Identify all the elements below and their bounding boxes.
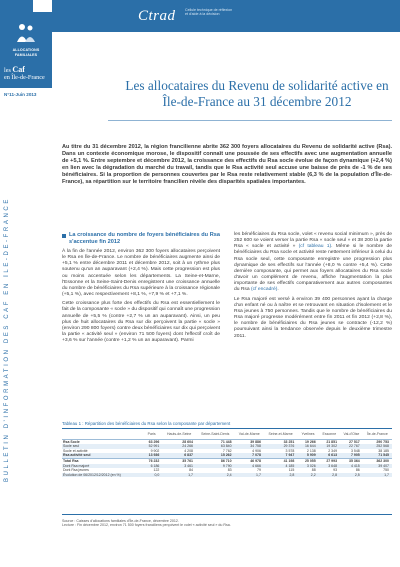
table-cell: 2,5	[340, 473, 363, 478]
table-cell: 39 886	[235, 439, 264, 444]
table-cell: 290 753	[363, 439, 392, 444]
table-bottom-rule	[62, 514, 392, 515]
family-icon	[15, 22, 37, 44]
table-cell: 7 905	[340, 453, 363, 458]
table-top-rule	[62, 428, 392, 429]
table-header-cell: Val-d'Oise	[343, 432, 360, 436]
table-cell: 5 909	[297, 453, 318, 458]
title-line-2: Île-de-France au 31 décembre 2012	[162, 93, 352, 109]
table-cell: 21 851	[319, 439, 340, 444]
title-divider	[108, 120, 392, 121]
caf-word: Caf	[12, 65, 25, 74]
table-cell: 4 906	[252, 448, 261, 453]
table-cell: 52 991	[141, 444, 162, 449]
table-cell: 33 251	[264, 439, 297, 444]
table-header-cell: Seine-et-Marne	[268, 432, 293, 436]
table-cell: 115	[288, 468, 295, 473]
right-paragraph-1	[234, 232, 392, 294]
table-cell: 83	[227, 468, 232, 473]
row-label: Évolution de 06/2012/12/2012 (en %)	[62, 473, 141, 478]
table-cell: 71 448	[196, 439, 235, 444]
caf-region: en Île-de-France	[4, 74, 45, 81]
right-column	[234, 232, 392, 340]
table-cell: 3 578	[285, 448, 295, 453]
table-cell: 71 545	[363, 453, 392, 458]
table-cell: 362 300	[363, 458, 392, 463]
table-cell: 35 364	[340, 458, 363, 463]
right-p1-text-b: . Même si le nombre de bénéficiaires du Rsa socle et activité reste nettement inférieur à celui du Rsa socle seul, cette composante enregistre une progression plus dynamique de ses effectifs sur l'année (+8,0 % contre +5,4 %). Cette dernière composante, qui permet aux foyers allocataires du Rsa socle d'avoir un complément de revenu, affiche l'augmentation la plus importante de ses effectifs comparativement aux autres composantes du Rsa	[234, 244, 392, 293]
table-cell: 1,7	[235, 473, 264, 478]
table-cell: 4 415	[340, 464, 363, 469]
table-header-cell: Val-de-Marne	[238, 432, 260, 436]
table-cell: 88	[311, 468, 316, 473]
caf-wordmark	[4, 66, 50, 81]
table-header-cell: Paris	[147, 432, 156, 436]
table-cell: 7 947	[264, 453, 297, 458]
table-cell: 38 185	[378, 448, 389, 453]
table-cell: 93	[333, 468, 338, 473]
right-p1-text-c: .	[277, 287, 279, 293]
rsa-table	[62, 432, 392, 477]
table-cell: 2,2	[297, 473, 318, 478]
table-cell: 4 208	[184, 448, 193, 453]
table-cell: 9 790	[196, 464, 235, 469]
table-cell: 2,4	[196, 473, 235, 478]
right-paragraph-2: Le Rsa majoré est versé à environ 39 400 personnes ayant la charge d'un enfant né ou à naître et se retrouvant en situation d'isolement et le Rsa jeunes à 750 personnes. Tandis que le nombre de bénéficiaires du Rsa majoré progresse modérément entre fin 2011 et fin 2012 (+2,8 %), le nombre de bénéficiaires du Rsa jeunes se contracte (-12,2 %) poursuivant ainsi la tendance observée depuis le deuxième trimestre 2011.	[234, 296, 392, 339]
table-cell: 86 710	[196, 458, 235, 463]
table-header-cell: Seine-Saint-Denis	[201, 432, 230, 436]
table-cell: 16 644	[297, 444, 318, 449]
table-cell: 39 407	[363, 464, 392, 469]
table-cell: 6 186	[141, 464, 162, 469]
table-cell: 4 185	[264, 464, 297, 469]
table-cell: 1,7	[162, 473, 196, 478]
table-cell: 63 296	[141, 439, 162, 444]
header-band	[52, 0, 400, 32]
table-cell: 9 902	[150, 448, 160, 453]
lead-paragraph: Au titre du 31 décembre 2012, la région francilienne abrite 362 300 foyers allocataires du Revenu de solidarité active (Rsa). Dans un contexte économique morose, le dispositif connaît une poussée de ses effectifs avec une augmentation annuelle de +5,1 %. Entre septembre et décembre 2012, la croissance des effectifs du Rsa socle évolue de façon dynamique (+2,4 %) en lien avec la dégradation du marché du travail, tandis que le Rsa activité seul accuse une baisse de près de -1 % de ses bénéficiaires. Si la proportion de personnes couvertes par le Rsa reste relativement stable (6,3 % de la population d'Île-de-France), sa répartition sur le territoire francilien révèle des disparités spatiales importantes.	[62, 144, 392, 186]
caf-prefix: les	[4, 67, 11, 74]
left-column	[62, 232, 220, 344]
logo-text-line-2: FAMILIALES	[14, 53, 38, 57]
table-header-cell: Hauts-de-Seine	[167, 432, 192, 436]
issue-number: N°11-Juin 2013	[4, 92, 37, 97]
table-header-row	[62, 432, 392, 439]
table-title: Tableau 1 : Répartition des bénéficiaires du Rsa selon la composante par département	[62, 421, 231, 426]
table-cell: 2,8	[319, 473, 340, 478]
table-reference-link[interactable]: (cf tableau 1)	[295, 244, 332, 250]
table-cell: 19 302	[319, 444, 340, 449]
row-label: Socle seul	[62, 444, 141, 449]
table-cell: 6 613	[319, 453, 340, 458]
logo-text-line-1: ALLOCATIONS	[12, 48, 40, 52]
reading-note: Lecture : Fin décembre 2012, environ 71 500 foyers franciliens perçoivent le volet « activité seul » du Rsa.	[62, 523, 231, 528]
table-cell: 6 837	[162, 453, 196, 458]
sidebar-top-band	[0, 0, 33, 12]
table-cell: 76 232	[141, 458, 162, 463]
table-cell: 28 604	[162, 439, 196, 444]
table-cell: 46 978	[235, 458, 264, 463]
table-cell: 122	[153, 468, 160, 473]
table-cell: 34 758	[235, 444, 264, 449]
table-cell: 750	[383, 468, 389, 473]
section-heading	[62, 232, 220, 246]
table-cell: 22 767	[340, 444, 363, 449]
table-cell: 29 376	[264, 444, 297, 449]
table-cell: 3 026	[297, 464, 318, 469]
title-line-1: Les allocataires du Revenu de solidarité active en	[125, 78, 389, 93]
table-cell: 2,8	[264, 473, 297, 478]
table-cell: 7 078	[235, 453, 264, 458]
page-title	[124, 78, 390, 109]
table-cell: 15 262	[196, 453, 235, 458]
bulletin-vertical-title: BULLETIN D'INFORMATION DES CAF EN ÎLE-DE-FRANCE	[4, 197, 10, 483]
table-cell: 4 666	[235, 464, 264, 469]
table-cell: 7 762	[222, 448, 232, 453]
ctrad-tagline	[185, 8, 255, 17]
tagline-line-1: Cellule technique de réflexion	[185, 8, 233, 12]
table-cell: 35 761	[162, 458, 196, 463]
table-cell: 24 266	[162, 444, 196, 449]
row-label: Socle et activité	[63, 448, 88, 453]
left-paragraph-1: À la fin de l'année 2012, environ 362 300 foyers allocataires perçoivent le Rsa en Île-de-France. Le nombre de bénéficiaires augmente ainsi de +5,1 % entre décembre 2011 et décembre 2012, soit à un rythme plus soutenu qu'un an auparavant (+2,4 %). Mais cette progression est plus ou moins accentuée selon les départements. La Seine-et-Marne, l'Essonne et la Seine-Saint-Denis enregistrent une croissance annuelle du nombre de bénéficiaires du Rsa supérieure à la croissance régionale (+5,1 %), avec respectivement +8,1 %, +7,9 % et +7,1 %.	[62, 249, 220, 298]
row-label: Dont Rsa majoré	[62, 464, 141, 469]
table-cell: 3 648	[319, 464, 340, 469]
source-line: Source : Caisses d'allocations familiales d'Île-de-France, décembre 2012.	[62, 519, 179, 523]
table-cell: 1,7	[363, 473, 392, 478]
left-paragraph-2: Cette croissance plus forte des effectifs du Rsa est essentiellement le fait de la composante « socle » du dispositif qui connaît une progression annuelle de +5,5 % (contre +2,7 % un an auparavant). Ainsi, un peu plus de huit allocataires du Rsa sur dix perçoivent la partie « socle » (environ 290 800 foyers) contre deux bénéficiaires sur dix qui perçoivent la partie « activité seul » (environ 71 500 foyers) dont l'effectif croît de +3,6 % sur l'année (contre +1,2 % un an auparavant). Parmi	[62, 301, 220, 344]
table-cell: 3 461	[162, 464, 196, 469]
table-cell: 19 266	[297, 439, 318, 444]
table-cell: 2 138	[306, 448, 316, 453]
table-cell: 13 936	[141, 453, 162, 458]
table-cell: 86	[355, 468, 360, 473]
table-body	[62, 439, 392, 477]
table-cell: 252 568	[363, 444, 392, 449]
row-label: Rsa Socle	[62, 439, 141, 444]
table-cell: 2 349	[328, 448, 338, 453]
table-header-cell: Essonne	[322, 432, 337, 436]
table-cell: 27 517	[340, 439, 363, 444]
table-header-cell	[62, 432, 141, 439]
table-cell: 27 993	[319, 458, 340, 463]
table-cell: 3 548	[350, 448, 360, 453]
table-cell: 41 198	[264, 458, 297, 463]
table-header-cell: Yvelines	[301, 432, 315, 436]
caf-logo	[0, 12, 52, 88]
row-label: Total Rsa	[62, 458, 141, 463]
table-cell: 79	[257, 468, 261, 473]
table-source-note	[62, 519, 392, 528]
row-label: Dont Rsa jeunes	[63, 468, 89, 473]
section-heading-text: La croissance du nombre de foyers bénéficiaires du Rsa s'accentue fin 2012	[69, 232, 220, 245]
box-reference-link[interactable]: (cf encadré)	[249, 287, 278, 293]
tagline-line-2: et d'aide à la décision	[185, 12, 220, 17]
table-row	[62, 473, 392, 478]
table-header-cell: Île-de-France	[366, 432, 388, 436]
table-cell: 84	[189, 468, 193, 473]
right-p1-text-a: les bénéficiaires du Rsa socle, volet « revenu social minimum », près de 252 600 se voient verser la partie Rsa « socle seul » et 38 200 la partie Rsa « socle et activité »	[234, 232, 392, 250]
table-cell: 25 055	[297, 458, 318, 463]
row-label: Rsa activité seul	[62, 453, 141, 458]
ctrad-logo: Ctrad	[138, 8, 176, 24]
table-cell: 0,0	[141, 473, 162, 478]
table-cell: 63 840	[196, 444, 235, 449]
square-bullet-icon	[62, 234, 66, 238]
